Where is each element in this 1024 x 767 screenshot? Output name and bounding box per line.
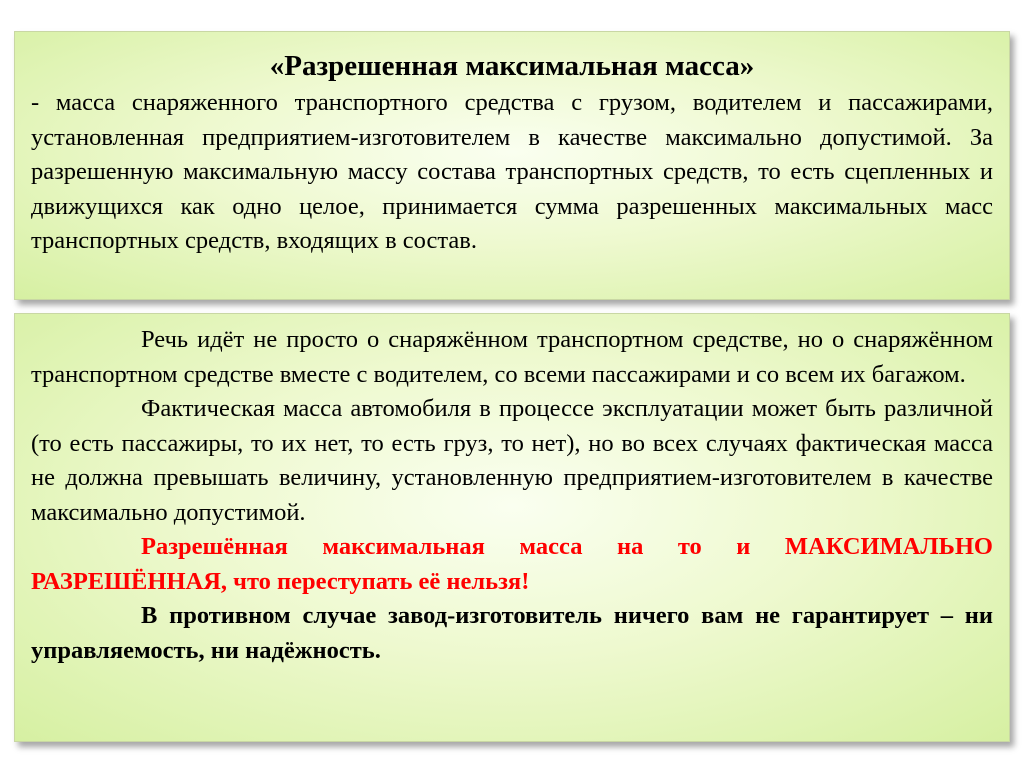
explanation-paragraph-2: Фактическая масса автомобиля в процессе эксплуатации может быть различной (то есть пассажиры, то их нет, то есть груз, то нет), но во всех случаях фактическая масса не должна превышать величину, установленную предприятием-изготовителем в качестве максимально допустимой. [31,395,993,526]
explanation-paragraph-1: Речь идёт не просто о снаряжённом транспортном средстве, но о снаряжённом транспортном средстве вместе с водителем, со всеми пассажирами и со всем их багажом. [31,326,993,388]
definition-text: - масса снаряженного транспортного средства с грузом, водителем и пассажирами, установленная предприятием-изготовителем в качестве максимально допустимой. За разрешенную максимальную массу состава транспортных средств, то есть сцепленных и движущихся как одно целое, принимается сумма разрешенных максимальных масс транспортных средств, входящих в состав. [31,89,993,254]
explanation-paragraph-3: Разрешённая максимальная масса на то и МАКСИМАЛЬНО РАЗРЕШЁННАЯ, что переступать её нельзя! [31,533,993,595]
explanation-panel [14,313,1010,742]
definition-panel [14,31,1010,300]
explanation-paragraph-4: В противном случае завод-изготовитель ничего вам не гарантирует – ни управляемость, ни надёжность. [31,602,993,664]
definition-title: «Разрешенная максимальная масса» [269,50,755,82]
